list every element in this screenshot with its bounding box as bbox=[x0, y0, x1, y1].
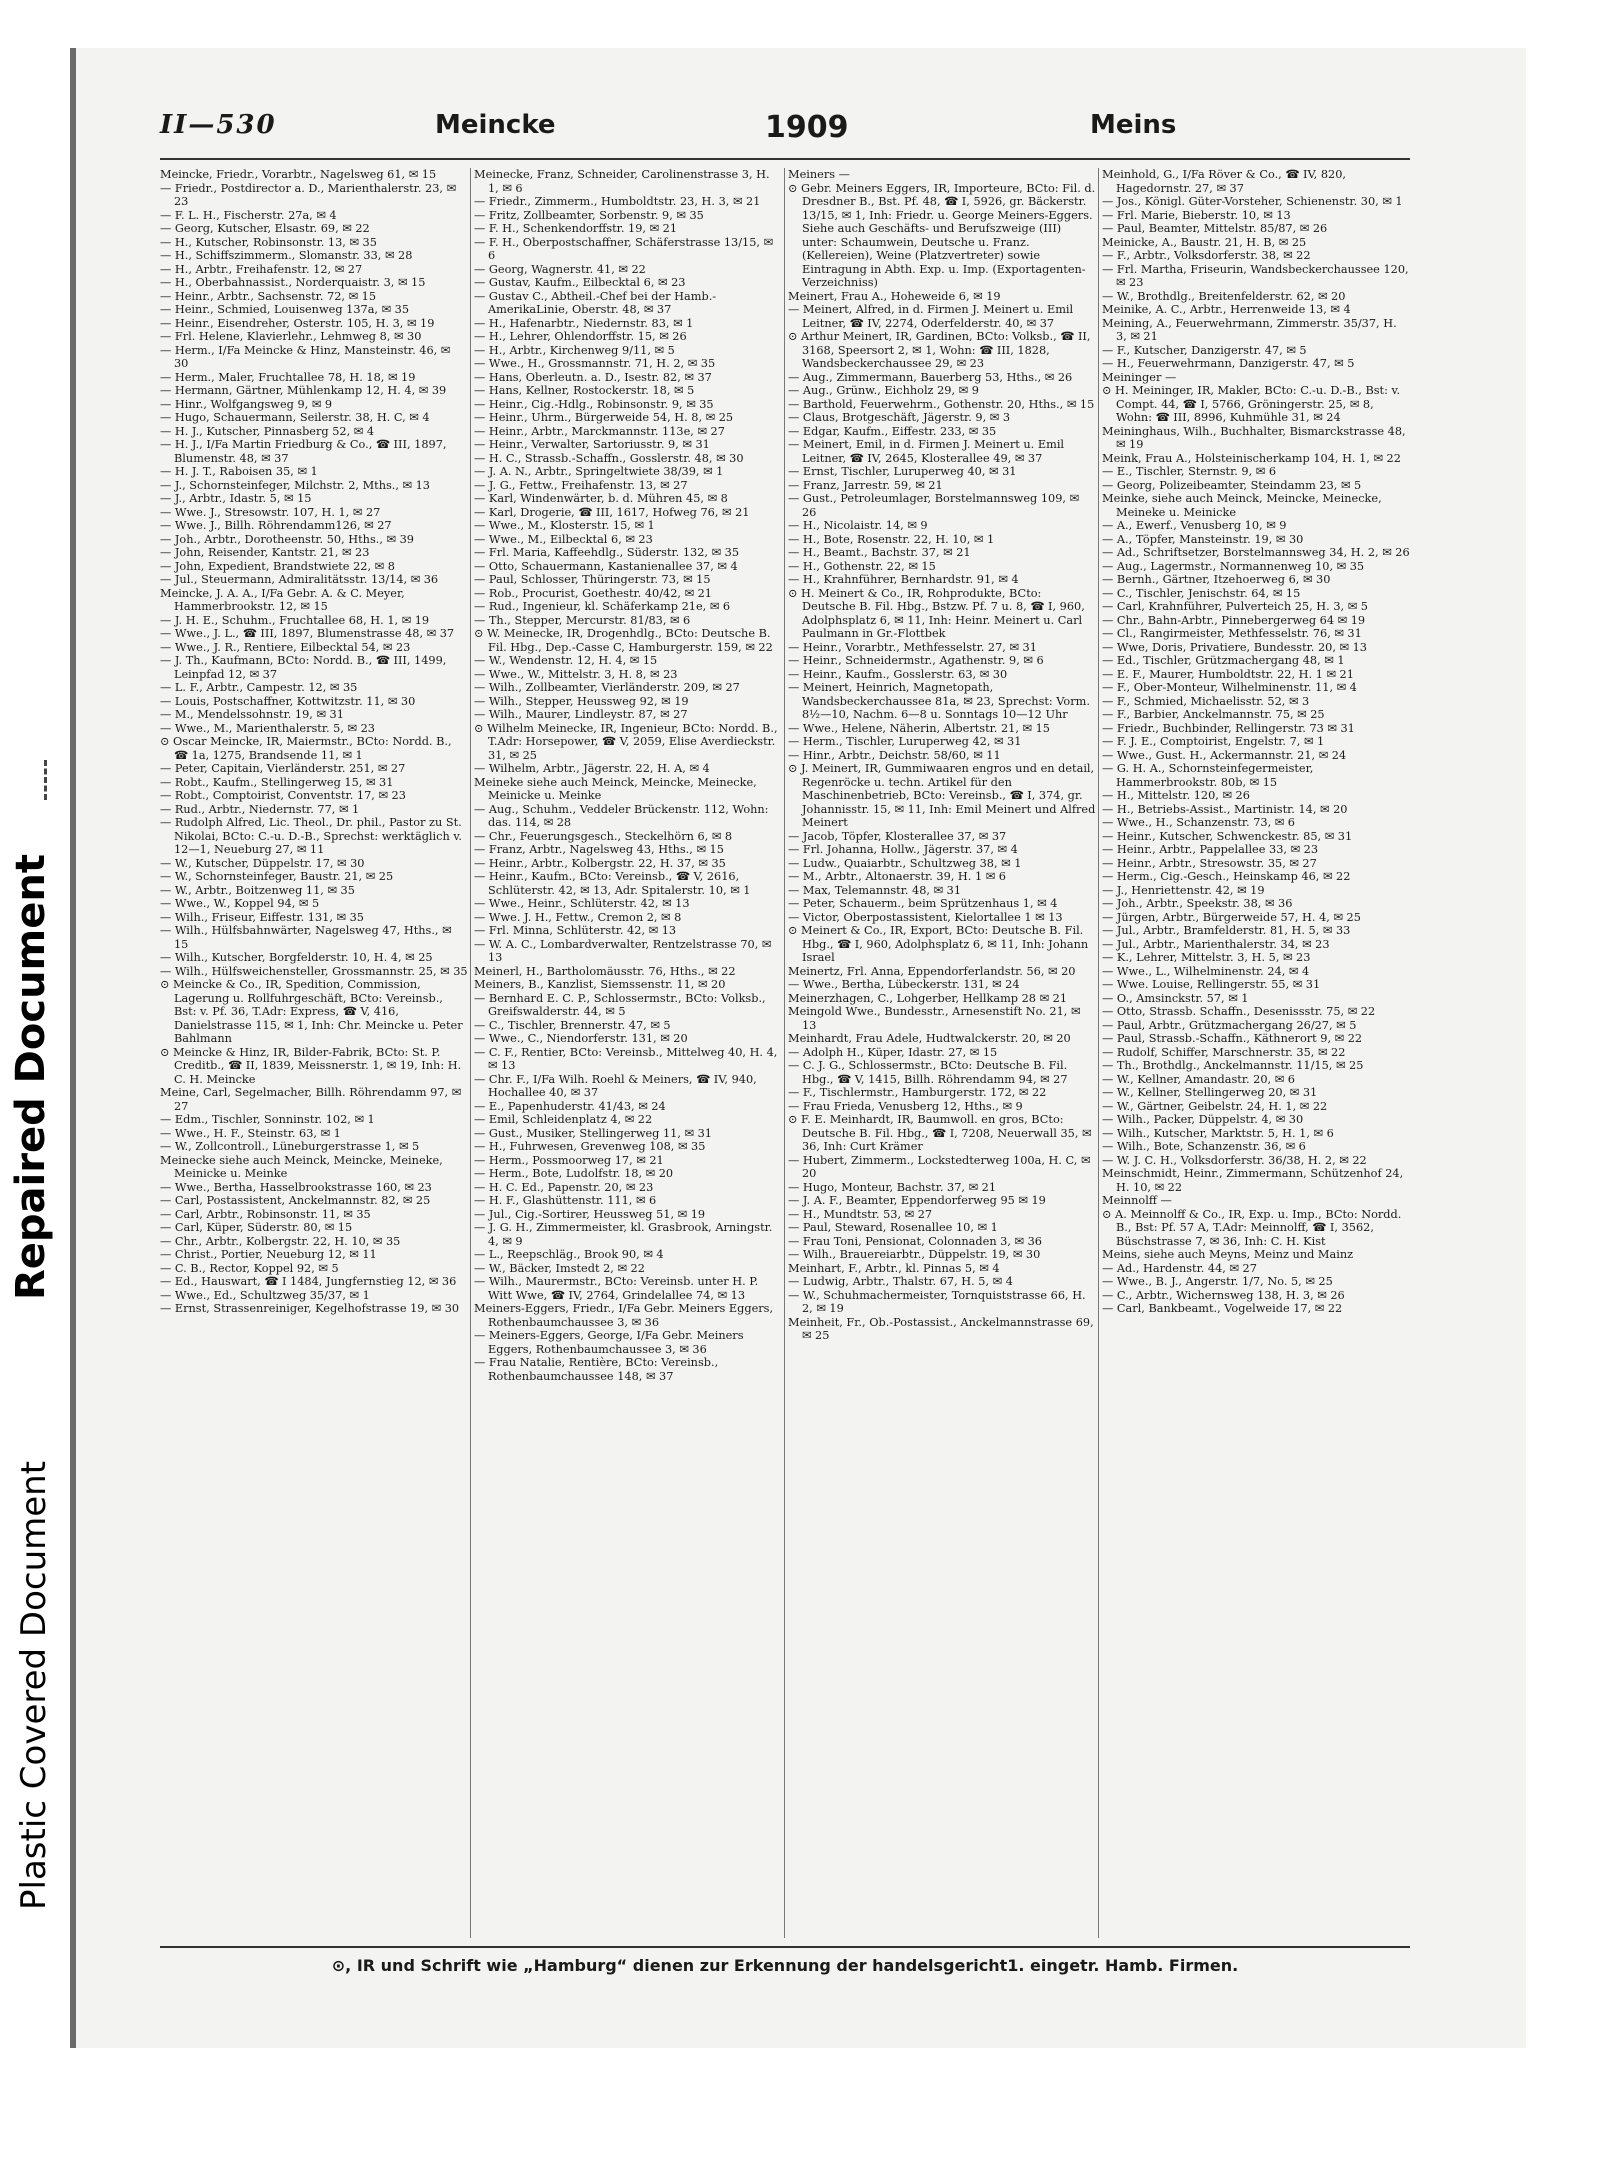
directory-entry: — Ludwig, Arbtr., Thalstr. 67, H. 5, ✉ 4 bbox=[788, 1275, 1013, 1288]
directory-entry: Meinertz, Frl. Anna, Eppendorferlandstr. 56, ✉ 20 bbox=[788, 964, 1076, 978]
directory-entry: ⊙ Meincke & Hinz, IR, Bilder-Fabrik, BCto: St. P. Creditb., ☎ II, 1839, Meissnerstr. 1, ✉ 19, Inh: H. C. H. Meincke bbox=[160, 1045, 462, 1086]
directory-entry: — C. J. G., Schlossermstr., BCto: Deutsche B. Fil. Hbg., ☎ V, 1415, Billh. Röhrendamm 94, ✉ 27 bbox=[788, 1059, 1068, 1086]
directory-entry: Meinerzhagen, C., Lohgerber, Hellkamp 28 ✉ 21 bbox=[788, 991, 1068, 1005]
directory-entry: — Joh., Arbtr., Dorotheenstr. 50, Hths., ✉ 39 bbox=[160, 532, 414, 546]
directory-entry: — Rud., Ingenieur, kl. Schäferkamp 21e, ✉ 6 bbox=[474, 600, 731, 613]
directory-entry: — Rudolph Alfred, Lic. Theol., Dr. phil., Pastor zu St. Nikolai, BCto: C.-u. D.-B., Sprechst: werktäglich v. 12—1, Neueburg 27, ✉ 11 bbox=[160, 816, 462, 856]
directory-entry: — Wwe. J., Stresowstr. 107, H. 1, ✉ 27 bbox=[160, 505, 381, 519]
directory-entry: — Wwe. J. H., Fettw., Cremon 2, ✉ 8 bbox=[474, 910, 682, 924]
directory-entry: — Herm., I/Fa Meincke & Hinz, Mansteinstr. 46, ✉ 30 bbox=[160, 343, 451, 370]
directory-entry: — Friedr., Zimmerm., Humboldtstr. 23, H. 3, ✉ 21 bbox=[474, 195, 761, 208]
directory-entry: — Hans, Kellner, Rostockerstr. 18, ✉ 5 bbox=[474, 384, 695, 397]
directory-entry: — Ernst, Strassenreiniger, Kegelhofstrasse 19, ✉ 30 bbox=[160, 1302, 460, 1315]
directory-entry: — W., Bäcker, Imstedt 2, ✉ 22 bbox=[474, 1261, 645, 1275]
directory-entry: — Adolph H., Küper, Idastr. 27, ✉ 15 bbox=[788, 1045, 998, 1059]
directory-entry: — Otto, Strassb. Schaffn., Desenissstr. 75, ✉ 22 bbox=[1102, 1005, 1376, 1018]
directory-entry: — W., Brothdlg., Breitenfelderstr. 62, ✉ 20 bbox=[1102, 289, 1346, 303]
directory-entry: — Aug., Zimmermann, Bauerberg 53, Hths., ✉ 26 bbox=[788, 370, 1073, 384]
directory-entry: — Otto, Schauermann, Kastanienallee 37, ✉ 4 bbox=[474, 559, 738, 573]
directory-entry: ⊙ J. Meinert, IR, Gummiwaaren engros und en detail, Regenröcke u. techn. Artikel für den Maschinenbetrieb, BCto: Vereinsb., ☎ I, 374, gr. Johannisstr. 15, ✉ 11, Inh: Emil Meinert und Alfred Meinert bbox=[788, 762, 1096, 829]
directory-entry: Meinerl, H., Bartholomäusstr. 76, Hths., ✉ 22 bbox=[474, 964, 736, 978]
directory-entry: ⊙ Meincke & Co., IR, Spedition, Commission, Lagerung u. Rollfuhrgeschäft, BCto: Vereinsb., Bst: v. Pf. 36, T.Adr: Express, ☎ V, 416, Danielstrasse 115, ✉ 1, Inh: Chr. Meincke u. Peter Bahlmann bbox=[160, 978, 463, 1045]
directory-entry: — G. H. A., Schornsteinfegermeister, Hammerbrookstr. 80b, ✉ 15 bbox=[1102, 762, 1314, 789]
directory-entry: — O., Amsinckstr. 57, ✉ 1 bbox=[1102, 991, 1249, 1005]
directory-entry: — Barthold, Feuerwehrm., Gothenstr. 20, Hths., ✉ 15 bbox=[788, 397, 1095, 411]
directory-entry: — Heinr., Cig.-Hdlg., Robinsonstr. 9, ✉ 35 bbox=[474, 397, 714, 411]
directory-entry: — Gust., Musiker, Stellingerweg 11, ✉ 31 bbox=[474, 1126, 712, 1140]
directory-entry: Meinhold, G., I/Fa Röver & Co., ☎ IV, 820, Hagedornstr. 27, ✉ 37 bbox=[1102, 168, 1346, 195]
directory-entry: — M., Mendelssohnstr. 19, ✉ 31 bbox=[160, 708, 344, 721]
directory-entry: Meincke, J. A. A., I/Fa Gebr. A. & C. Meyer, Hammerbrookstr. 12, ✉ 15 bbox=[160, 586, 405, 613]
directory-entry: Meinike, A. C., Arbtr., Herrenweide 13, ✉ 4 bbox=[1102, 303, 1351, 316]
directory-entry: — Meinert, Emil, in d. Firmen J. Meinert u. Emil Leitner, ☎ IV, 2645, Klosterallee 49, ✉ 37 bbox=[788, 438, 1065, 465]
directory-entry: ⊙ W. Meinecke, IR, Drogenhdlg., BCto: Deutsche B. Fil. Hbg., Dep.-Casse C, Hamburgerstr. 159, ✉ 22 bbox=[474, 627, 773, 654]
directory-entry: — Frl. Marie, Bieberstr. 10, ✉ 13 bbox=[1102, 208, 1291, 222]
directory-entry: — J., Arbtr., Idastr. 5, ✉ 15 bbox=[160, 492, 312, 505]
directory-entry: — Frl. Maria, Kaffeehdlg., Süderstr. 132, ✉ 35 bbox=[474, 546, 740, 559]
repaired-label: Repaired Document bbox=[8, 854, 54, 1300]
directory-entry: — H. J., Kutscher, Pinnasberg 52, ✉ 4 bbox=[160, 424, 375, 438]
directory-entry: — Robt., Comptoirist, Conventstr. 17, ✉ 23 bbox=[160, 789, 406, 802]
directory-entry: — Jos., Königl. Güter-Vorsteher, Schienenstr. 30, ✉ 1 bbox=[1102, 195, 1403, 208]
directory-entry: — Th., Stepper, Mercurstr. 81/83, ✉ 6 bbox=[474, 613, 691, 627]
directory-entry: — Wwe., Gust. H., Ackermannstr. 21, ✉ 24 bbox=[1102, 748, 1347, 762]
plastic-covered-label: Plastic Covered Document bbox=[14, 1460, 54, 1910]
directory-entry: — Rob., Procurist, Goethestr. 40/42, ✉ 21 bbox=[474, 586, 712, 600]
directory-entry: Meingold Wwe., Bundesstr., Arnesenstift No. 21, ✉ 13 bbox=[788, 1005, 1081, 1032]
directory-entry: — Peter, Schauerm., beim Sprützenhaus 1, ✉ 4 bbox=[788, 897, 1058, 910]
directory-entry: — Wilh., Maurer, Lindleystr. 87, ✉ 27 bbox=[474, 708, 688, 721]
directory-entry: — Aug., Lagermstr., Normannenweg 10, ✉ 35 bbox=[1102, 559, 1365, 573]
directory-entry: Meinhardt, Frau Adele, Hudtwalckerstr. 20, ✉ 20 bbox=[788, 1032, 1071, 1045]
directory-entry: — Frl. Helene, Klavierlehr., Lehmweg 8, ✉ 30 bbox=[160, 330, 422, 343]
directory-entry: — W., Schornsteinfeger, Baustr. 21, ✉ 25 bbox=[160, 870, 394, 883]
side-labels bbox=[0, 760, 70, 1910]
directory-entry: — Chr., Bahn-Arbtr., Pinnebergerweg 64 ✉ 19 bbox=[1102, 613, 1366, 627]
directory-entry: — Wwe., Bertha, Hasselbrookstrasse 160, ✉ 23 bbox=[160, 1180, 432, 1194]
directory-entry: — Peter, Capitain, Vierländerstr. 251, ✉ 27 bbox=[160, 762, 406, 775]
directory-entry: — Claus, Brotgeschäft, Jägerstr. 9, ✉ 3 bbox=[788, 411, 1011, 424]
directory-entry: — Jul., Arbtr., Marienthalerstr. 34, ✉ 23 bbox=[1102, 937, 1330, 951]
directory-entry: Meinke, siehe auch Meinck, Meincke, Meinecke, Meineke u. Meinicke bbox=[1102, 492, 1382, 519]
directory-entry: — K., Lehrer, Mittelstr. 3, H. 5, ✉ 23 bbox=[1102, 951, 1311, 964]
directory-entry: — Joh., Arbtr., Speekstr. 38, ✉ 36 bbox=[1102, 897, 1293, 910]
directory-entry: — W., Kellner, Amandastr. 20, ✉ 6 bbox=[1102, 1072, 1295, 1086]
directory-entry: — Frau Toni, Pensionat, Colonnaden 3, ✉ 36 bbox=[788, 1234, 1042, 1248]
directory-entry: — Frau Natalie, Rentière, BCto: Vereinsb., Rothenbaumchaussee 148, ✉ 37 bbox=[474, 1356, 719, 1383]
directory-entry: — Georg, Wagnerstr. 41, ✉ 22 bbox=[474, 262, 646, 276]
directory-entry: — J. G., Fettw., Freihafenstr. 13, ✉ 27 bbox=[474, 478, 688, 492]
directory-entry: — Wwe., H., Schanzenstr. 73, ✉ 6 bbox=[1102, 816, 1295, 829]
directory-entry: — F., Barbier, Anckelmannstr. 75, ✉ 25 bbox=[1102, 708, 1325, 721]
directory-entry: — Wwe., H., Grossmannstr. 71, H. 2, ✉ 35 bbox=[474, 357, 716, 370]
directory-entry: Meincke, Friedr., Vorarbtr., Nagelsweg 61, ✉ 15 bbox=[160, 168, 437, 181]
directory-entry: — H. J., I/Fa Martin Friedburg & Co., ☎ III, 1897, Blumenstr. 48, ✉ 37 bbox=[160, 438, 447, 465]
directory-entry: Meinnolff — bbox=[1102, 1194, 1172, 1207]
directory-entry: — H. C., Strassb.-Schaffn., Gosslerstr. 48, ✉ 30 bbox=[474, 451, 744, 465]
directory-entry: Meiners, B., Kanzlist, Siemssenstr. 11, ✉ 20 bbox=[474, 978, 726, 991]
directory-entry: — Wilh., Kutscher, Marktstr. 5, H. 1, ✉ 6 bbox=[1102, 1126, 1334, 1140]
directory-entry: — Chr., Arbtr., Kolbergstr. 22, H. 10, ✉ 35 bbox=[160, 1234, 401, 1248]
directory-entry: — Paul, Schlosser, Thüringerstr. 73, ✉ 15 bbox=[474, 573, 711, 586]
directory-entry: — F., Ober-Monteur, Wilhelminenstr. 11, ✉ 4 bbox=[1102, 681, 1357, 694]
directory-entry: — Heinr., Arbtr., Stresowstr. 35, ✉ 27 bbox=[1102, 856, 1317, 870]
directory-entry: — Ernst, Tischler, Luruperweg 40, ✉ 31 bbox=[788, 465, 1017, 478]
directory-entry: — Fritz, Zollbeamter, Sorbenstr. 9, ✉ 35 bbox=[474, 208, 704, 222]
directory-entry: — Meinert, Alfred, in d. Firmen J. Meinert u. Emil Leitner, ☎ IV, 2274, Oderfelderstr. 40, ✉ 37 bbox=[788, 303, 1074, 330]
directory-entry: — H., Betriebs-Assist., Martinistr. 14, ✉ 20 bbox=[1102, 802, 1348, 816]
directory-entry: — H., Nicolaistr. 14, ✉ 9 bbox=[788, 519, 928, 532]
directory-entry: — Wwe., Helene, Näherin, Albertstr. 21, ✉ 15 bbox=[788, 721, 1050, 735]
directory-entry: — Robt., Kaufm., Stellingerweg 15, ✉ 31 bbox=[160, 775, 394, 789]
directory-entry: Meining, A., Feuerwehrmann, Zimmerstr. 35/37, H. 3, ✉ 21 bbox=[1102, 316, 1397, 343]
directory-entry: — Heinr., Kutscher, Schwenckestr. 85, ✉ 31 bbox=[1102, 829, 1353, 843]
directory-entry: — H. C. Ed., Papenstr. 20, ✉ 23 bbox=[474, 1180, 654, 1194]
directory-entry: — Wilh., Maurermstr., BCto: Vereinsb. unter H. P. Witt Wwe, ☎ IV, 2764, Grindelallee 74, ✉ 13 bbox=[474, 1275, 759, 1302]
directory-entry: — L. F., Arbtr., Campestr. 12, ✉ 35 bbox=[160, 681, 358, 694]
directory-entry: — Max, Telemannstr. 48, ✉ 31 bbox=[788, 883, 962, 897]
directory-entry: — Wwe., J. R., Rentiere, Eilbecktal 54, ✉ 23 bbox=[160, 640, 411, 654]
directory-entry: — Ad., Hardenstr. 44, ✉ 27 bbox=[1102, 1261, 1257, 1275]
directory-entry: — W., Schuhmachermeister, Tornquiststrasse 66, H. 2, ✉ 19 bbox=[788, 1288, 1086, 1315]
directory-entry: — H., Beamt., Bachstr. 37, ✉ 21 bbox=[788, 546, 971, 559]
directory-entry: — F., Arbtr., Volksdorferstr. 38, ✉ 22 bbox=[1102, 249, 1311, 262]
directory-entry: — Gustav C., Abtheil.-Chef bei der Hamb.-AmerikaLinie, Oberstr. 48, ✉ 37 bbox=[474, 289, 717, 316]
directory-entry: — A., Ewerf., Venusberg 10, ✉ 9 bbox=[1102, 519, 1287, 532]
directory-entry: — Georg, Polizeibeamter, Steindamm 23, ✉ 5 bbox=[1102, 478, 1362, 492]
directory-entry: — Paul, Steward, Rosenallee 10, ✉ 1 bbox=[788, 1221, 998, 1234]
directory-entry: — Heinr., Arbtr., Marckmannstr. 113e, ✉ 27 bbox=[474, 424, 725, 438]
directory-entry: — H., Arbtr., Freihafenstr. 12, ✉ 27 bbox=[160, 262, 363, 276]
directory-entry: — F., Schmied, Michaelisstr. 52, ✉ 3 bbox=[1102, 694, 1310, 708]
directory-entry: ⊙ Meinert & Co., IR, Export, BCto: Deutsche B. Fil. Hbg., ☎ I, 960, Adolphsplatz 6, ✉ 11, Inh: Johann Israel bbox=[788, 924, 1089, 964]
directory-entry: — Heinr., Verwalter, Sartoriusstr. 9, ✉ 31 bbox=[474, 438, 710, 451]
directory-entry: Meinecke siehe auch Meinck, Meincke, Meineke, Meinicke u. Meinke bbox=[160, 1153, 443, 1180]
directory-entry: — Louis, Postschaffner, Kottwitzstr. 11, ✉ 30 bbox=[160, 694, 416, 708]
directory-entry: — Paul, Arbtr., Grützmachergang 26/27, ✉ 5 bbox=[1102, 1018, 1357, 1032]
directory-entry: — Wilh., Packer, Düppelstr. 4, ✉ 30 bbox=[1102, 1113, 1304, 1126]
directory-entry: — Edgar, Kaufm., Eiffestr. 233, ✉ 35 bbox=[788, 424, 997, 438]
directory-entry: — Victor, Oberpostassistent, Kielortallee 1 ✉ 13 bbox=[788, 910, 1063, 924]
directory-entry: — H., Mittelstr. 120, ✉ 26 bbox=[1102, 789, 1250, 802]
directory-entry: — W., Kellner, Stellingerweg 20, ✉ 31 bbox=[1102, 1086, 1318, 1099]
page-footer: ⊙, IR und Schrift wie „Hamburg“ dienen zur Erkennung der handelsgericht1. eingetr. Hamb. Firmen. bbox=[331, 1956, 1239, 1975]
directory-entry: — W. J. C. H., Volksdorferstr. 36/38, H. 2, ✉ 22 bbox=[1102, 1153, 1367, 1167]
directory-entry: — John, Reisender, Kantstr. 21, ✉ 23 bbox=[160, 546, 370, 559]
directory-entry: — Jul., Cig.-Sortirer, Heussweg 51, ✉ 19 bbox=[474, 1207, 706, 1221]
directory-entry: — J. H. E., Schuhm., Fruchtallee 68, H. 1, ✉ 19 bbox=[160, 613, 430, 627]
directory-entry: — Wwe. J., Billh. Röhrendamm126, ✉ 27 bbox=[160, 519, 392, 532]
directory-entry: — Wwe., Heinr., Schlüterstr. 42, ✉ 13 bbox=[474, 897, 690, 910]
directory-entry: — E. F., Maurer, Humboldtstr. 22, H. 1 ✉ 21 bbox=[1102, 667, 1354, 681]
directory-entry: — Th., Brothdlg., Anckelmannstr. 11/15, ✉ 25 bbox=[1102, 1059, 1364, 1072]
directory-entry: — Jürgen, Arbtr., Bürgerweide 57, H. 4, ✉ 25 bbox=[1102, 910, 1361, 924]
directory-entry: — Bernhard E. C. P., Schlossermstr., BCto: Volksb., Greifswalderstr. 44, ✉ 5 bbox=[474, 991, 766, 1018]
directory-entry: Meiners-Eggers, Friedr., I/Fa Gebr. Meiners Eggers, Rothenbaumchaussee 3, ✉ 36 bbox=[474, 1302, 774, 1329]
directory-entry: — Heinr., Schmied, Louisenweg 137a, ✉ 35 bbox=[160, 303, 410, 316]
directory-entry: — John, Expedient, Brandstwiete 22, ✉ 8 bbox=[160, 559, 395, 573]
directory-entry: — F. H., Oberpostschaffner, Schäferstrasse 13/15, ✉ 6 bbox=[474, 235, 774, 262]
directory-entry: Meinicke, A., Baustr. 21, H. B, ✉ 25 bbox=[1102, 235, 1307, 249]
directory-entry: — Wilh., Kutscher, Borgfelderstr. 10, H. 4, ✉ 25 bbox=[160, 951, 433, 964]
directory-entry: Meinschmidt, Heinr., Zimmermann, Schützenhof 24, H. 10, ✉ 22 bbox=[1102, 1167, 1404, 1194]
directory-entry: — H., Lehrer, Ohlendorffstr. 15, ✉ 26 bbox=[474, 330, 687, 343]
directory-entry: — Paul, Beamter, Mittelstr. 85/87, ✉ 26 bbox=[1102, 222, 1328, 235]
directory-entry: — F. J. E., Comptoirist, Engelstr. 7, ✉ 1 bbox=[1102, 735, 1325, 748]
directory-entry: — Heinr., Schneidermstr., Agathenstr. 9, ✉ 6 bbox=[788, 654, 1044, 667]
directory-entry: Meinheit, Fr., Ob.-Postassist., Anckelmannstrasse 69, ✉ 25 bbox=[788, 1315, 1094, 1342]
directory-entry: — H., Mundtstr. 53, ✉ 27 bbox=[788, 1207, 933, 1221]
directory-entry: Meininger — bbox=[1102, 370, 1177, 384]
directory-entry: — E., Tischler, Sternstr. 9, ✉ 6 bbox=[1102, 465, 1277, 478]
directory-entry: — M., Arbtr., Altonaerstr. 39, H. 1 ✉ 6 bbox=[788, 870, 1006, 883]
directory-entry: — Heinr., Arbtr., Kolbergstr. 22, H. 37, ✉ 35 bbox=[474, 856, 726, 870]
directory-entry: — Wwe, Doris, Privatiere, Bundesstr. 20, ✉ 13 bbox=[1102, 640, 1367, 654]
directory-entry: — Hugo, Schauermann, Seilerstr. 38, H. C, ✉ 4 bbox=[160, 411, 430, 424]
header-rule bbox=[160, 158, 1410, 160]
directory-entry: — W., Kutscher, Düppelstr. 17, ✉ 30 bbox=[160, 856, 365, 870]
directory-entry: — H., Feuerwehrmann, Danzigerstr. 47, ✉ 5 bbox=[1102, 357, 1355, 370]
directory-entry: Meiners — bbox=[788, 168, 850, 181]
directory-entry: — W., Gärtner, Geibelstr. 24, H. 1, ✉ 22 bbox=[1102, 1099, 1328, 1113]
header-year: 1909 bbox=[765, 110, 849, 145]
directory-entry: ⊙ Oscar Meincke, IR, Maiermstr., BCto: Nordd. B., ☎ 1a, 1275, Brandsende 11, ✉ 1 bbox=[160, 735, 452, 762]
directory-entry: — Christ., Portier, Neueburg 12, ✉ 11 bbox=[160, 1248, 377, 1261]
directory-entry: — Wwe., M., Eilbecktal 6, ✉ 23 bbox=[474, 532, 653, 546]
directory-entry: — J., Schornsteinfeger, Milchstr. 2, Mths., ✉ 13 bbox=[160, 478, 430, 492]
directory-entry: — Hinr., Arbtr., Deichstr. 58/60, ✉ 11 bbox=[788, 748, 1001, 762]
directory-entry: — Carl, Küper, Süderstr. 80, ✉ 15 bbox=[160, 1221, 353, 1234]
directory-entry: — Herm., Tischler, Luruperweg 42, ✉ 31 bbox=[788, 735, 1022, 748]
directory-entry: — W. A. C., Lombardverwalter, Rentzelstrasse 70, ✉ 13 bbox=[474, 937, 772, 964]
directory-entry: Meinhart, F., Arbtr., kl. Pinnas 5, ✉ 4 bbox=[788, 1261, 1000, 1275]
directory-entry: — W., Arbtr., Boitzenweg 11, ✉ 35 bbox=[160, 883, 355, 897]
directory-entry: Meine, Carl, Segelmacher, Billh. Röhrendamm 97, ✉ 27 bbox=[160, 1086, 462, 1113]
directory-entry: — H., Gothenstr. 22, ✉ 15 bbox=[788, 559, 936, 573]
directory-entry: — Heinr., Kaufm., Gosslerstr. 63, ✉ 30 bbox=[788, 667, 1008, 681]
directory-entry: — Rudolf, Schiffer, Marschnerstr. 35, ✉ 22 bbox=[1102, 1045, 1346, 1059]
directory-entry: ⊙ A. Meinnolff & Co., IR, Exp. u. Imp., BCto: Nordd. B., Bst: Pf. 57 A, T.Adr: Meinnolff, ☎ I, 3562, Büschstrasse 7, ✉ 36, Inh: C. H. Kist bbox=[1102, 1207, 1402, 1248]
directory-entry: — Wwe., C., Niendorferstr. 131, ✉ 20 bbox=[474, 1032, 688, 1045]
footer-rule bbox=[160, 1946, 1410, 1948]
directory-entry: — C. F., Rentier, BCto: Vereinsb., Mittelweg 40, H. 4, ✉ 13 bbox=[474, 1045, 778, 1072]
directory-entry: Meininghaus, Wilh., Buchhalter, Bismarckstrasse 48, ✉ 19 bbox=[1102, 424, 1406, 451]
directory-entry: — H., Bote, Rosenstr. 22, H. 10, ✉ 1 bbox=[788, 532, 995, 546]
page-number: II—530 bbox=[160, 110, 277, 140]
directory-entry: — Wwe., Bertha, Lübeckerstr. 131, ✉ 24 bbox=[788, 978, 1020, 991]
directory-entry: — H., Hafenarbtr., Niedernstr. 83, ✉ 1 bbox=[474, 316, 694, 330]
column-2 bbox=[474, 168, 782, 1938]
directory-entry: — F. H., Schenkendorffstr. 19, ✉ 21 bbox=[474, 222, 678, 235]
column-4 bbox=[1102, 168, 1410, 1938]
directory-entry: — Frl. Minna, Schlüterstr. 42, ✉ 13 bbox=[474, 924, 677, 937]
directory-entry: — Wilh., Zollbeamter, Vierländerstr. 209, ✉ 27 bbox=[474, 681, 740, 694]
column-divider bbox=[470, 168, 471, 1938]
directory-entry: — Bernh., Gärtner, Itzehoerweg 6, ✉ 30 bbox=[1102, 573, 1331, 586]
directory-entry: — J. A. N., Arbtr., Springeltwiete 38/39, ✉ 1 bbox=[474, 465, 724, 478]
directory-entry: — H., Krahnführer, Bernhardstr. 91, ✉ 4 bbox=[788, 573, 1019, 586]
column-divider bbox=[1098, 168, 1099, 1938]
directory-entry: — Wwe., M., Marienthalerstr. 5, ✉ 23 bbox=[160, 721, 375, 735]
directory-entry: — H., Fuhrwesen, Grevenweg 108, ✉ 35 bbox=[474, 1140, 706, 1153]
directory-entry: — Heinr., Uhrm., Bürgerweide 54, H. 8, ✉ 25 bbox=[474, 411, 734, 424]
directory-entry: — Chr. F., I/Fa Wilh. Roehl & Meiners, ☎ IV, 940, Hochallee 40, ✉ 37 bbox=[474, 1072, 757, 1099]
dash-marks bbox=[44, 760, 51, 800]
directory-entry: — Friedr., Buchbinder, Rellingerstr. 73 ✉ 31 bbox=[1102, 721, 1355, 735]
directory-entry: — Carl, Postassistent, Anckelmannstr. 82, ✉ 25 bbox=[160, 1194, 431, 1207]
directory-entry: — Wilh., Hülfsweichensteller, Grossmannstr. 25, ✉ 35 bbox=[160, 964, 468, 978]
directory-entry: — Hans, Oberleutn. a. D., Isestr. 82, ✉ 37 bbox=[474, 370, 712, 384]
directory-entry: — Wilhelm, Arbtr., Jägerstr. 22, H. A, ✉ 4 bbox=[474, 762, 710, 775]
page-header bbox=[160, 110, 1410, 150]
directory-entry: — Franz, Arbtr., Nagelsweg 43, Hths., ✉ 15 bbox=[474, 843, 724, 856]
directory-entry: — J. G. H., Zimmermeister, kl. Grasbrook, Arningstr. 4, ✉ 9 bbox=[474, 1221, 773, 1248]
directory-entry: — Wwe., Ed., Schultzweg 35/37, ✉ 1 bbox=[160, 1288, 370, 1302]
directory-entry: ⊙ Gebr. Meiners Eggers, IR, Importeure, BCto: Fil. d. Dresdner B., Bst. Pf. 48, ☎ I, 5926, gr. Bäckerstr. 13/15, ✉ 1, Inh: Friedr. u. George Meiners-Eggers. Siehe auch Geschäfts- und Berufszweige (III) unter: Schaumwein, Deutsche u. Franz. (Kellereien), Weine (Platzvertreter) sowie Eintragung in Abth. Exp. u. Imp. (Exportagenten-Verzeichniss) bbox=[788, 181, 1096, 289]
directory-entry: — Wwe., B. J., Angerstr. 1/7, No. 5, ✉ 25 bbox=[1102, 1275, 1333, 1288]
directory-entry: — Frl. Johanna, Hollw., Jägerstr. 37, ✉ 4 bbox=[788, 843, 1018, 856]
directory-entry: — E., Papenhuderstr. 41/43, ✉ 24 bbox=[474, 1099, 666, 1113]
directory-entry: — Ludw., Quaiarbtr., Schultzweg 38, ✉ 1 bbox=[788, 856, 1022, 870]
directory-entry: — Wwe., M., Klosterstr. 15, ✉ 1 bbox=[474, 519, 655, 532]
column-1 bbox=[160, 168, 468, 1938]
directory-entry: — H. J. T., Raboisen 35, ✉ 1 bbox=[160, 465, 318, 478]
directory-entry: — Aug., Grünw., Eichholz 29, ✉ 9 bbox=[788, 384, 979, 397]
directory-entry: — Herm., Bote, Ludolfstr. 18, ✉ 20 bbox=[474, 1167, 674, 1180]
directory-entry: — Heinr., Arbtr., Sachsenstr. 72, ✉ 15 bbox=[160, 289, 377, 303]
directory-entry: — Carl, Krahnführer, Pulverteich 25, H. 3, ✉ 5 bbox=[1102, 600, 1368, 613]
directory-entry: ⊙ H. Meininger, IR, Makler, BCto: C.-u. D.-B., Bst: v. Compt. 44, ☎ I, 5766, Gröningerstr. 25, ✉ 8, Wohn: ☎ III, 8996, Kuhmühle 31, ✉ 24 bbox=[1102, 384, 1401, 424]
directory-entry: — H., Schiffszimmerm., Slomanstr. 33, ✉ 28 bbox=[160, 249, 413, 262]
directory-entry: Meins, siehe auch Meyns, Meinz und Mainz bbox=[1102, 1248, 1354, 1261]
directory-entry: — Georg, Kutscher, Elsastr. 69, ✉ 22 bbox=[160, 222, 370, 235]
directory-entry: — Gustav, Kaufm., Eilbecktal 6, ✉ 23 bbox=[474, 276, 686, 289]
directory-entry: — C., Arbtr., Wichernsweg 138, H. 3, ✉ 26 bbox=[1102, 1288, 1345, 1302]
directory-entry: — W., Zollcontroll., Lüneburgerstrasse 1, ✉ 5 bbox=[160, 1140, 420, 1153]
directory-entry: — Franz, Jarrestr. 59, ✉ 21 bbox=[788, 478, 943, 492]
directory-entry: Meineke siehe auch Meinck, Meincke, Meinecke, Meinicke u. Meinke bbox=[474, 775, 757, 802]
header-right-word: Meins bbox=[1090, 110, 1177, 140]
directory-entry: ⊙ H. Meinert & Co., IR, Rohprodukte, BCto: Deutsche B. Fil. Hbg., Bstzw. Pf. 7 u. 8, ☎ I, 960, Adolphsplatz 6, ✉ 11, Inh: Heinr. Meinert u. Carl Paulmann in Gr.-Flottbek bbox=[788, 586, 1085, 640]
column-3 bbox=[788, 168, 1096, 1938]
directory-entry: — Karl, Drogerie, ☎ III, 1617, Hofweg 76, ✉ 21 bbox=[474, 505, 750, 519]
directory-entry: ⊙ Arthur Meinert, IR, Gardinen, BCto: Volksb., ☎ II, 3168, Speersort 2, ✉ 1, Wohn: ☎ III, 1828, Wandsbeckerchaussee 29, ✉ 23 bbox=[788, 330, 1091, 370]
directory-entry: — Wwe., H. F., Steinstr. 63, ✉ 1 bbox=[160, 1126, 341, 1140]
directory-entry: — Aug., Schuhm., Veddeler Brückenstr. 112, Wohn: das. 114, ✉ 28 bbox=[474, 802, 769, 829]
directory-entry: — W., Wendenstr. 12, H. 4, ✉ 15 bbox=[474, 654, 658, 667]
directory-entry: — Rud., Arbtr., Niedernstr. 77, ✉ 1 bbox=[160, 802, 360, 816]
directory-entry: — Frau Frieda, Venusberg 12, Hths., ✉ 9 bbox=[788, 1099, 1023, 1113]
directory-entry: — Heinr., Vorarbtr., Methfesselstr. 27, ✉ 31 bbox=[788, 640, 1037, 654]
directory-entry: — Gust., Petroleumlager, Borstelmannsweg 109, ✉ 26 bbox=[788, 492, 1080, 519]
header-left-word: Meincke bbox=[435, 110, 556, 140]
directory-entry: — Wilh., Bote, Schanzenstr. 36, ✉ 6 bbox=[1102, 1140, 1306, 1153]
directory-entry: — Wwe., L., Wilhelminenstr. 24, ✉ 4 bbox=[1102, 964, 1310, 978]
directory-entry: — Wwe., J. L., ☎ III, 1897, Blumenstrasse 48, ✉ 37 bbox=[160, 627, 455, 640]
directory-entry: — Herm., Cig.-Gesch., Heinskamp 46, ✉ 22 bbox=[1102, 870, 1351, 883]
directory-entry: — Heinr., Kaufm., BCto: Vereinsb., ☎ V, 2616, Schlüterstr. 42, ✉ 13, Adr. Spitalerstr. 10, ✉ 1 bbox=[474, 870, 751, 897]
directory-entry: — C., Tischler, Jenischstr. 64, ✉ 15 bbox=[1102, 586, 1301, 600]
directory-entry: — Ed., Hauswart, ☎ I 1484, Jungfernstieg 12, ✉ 36 bbox=[160, 1275, 457, 1288]
directory-entry: — Wilh., Stepper, Heussweg 92, ✉ 19 bbox=[474, 694, 689, 708]
directory-entry: — J. Th., Kaufmann, BCto: Nordd. B., ☎ III, 1499, Leinpfad 12, ✉ 37 bbox=[160, 654, 447, 681]
directory-entry: — F., Tischlermstr., Hamburgerstr. 172, ✉ 22 bbox=[788, 1086, 1047, 1099]
directory-entry: — Chr., Feuerungsgesch., Steckelhörn 6, ✉ 8 bbox=[474, 829, 733, 843]
directory-entry: — Paul, Strassb.-Schaffn., Käthnerort 9, ✉ 22 bbox=[1102, 1032, 1363, 1045]
directory-entry: — Frl. Martha, Friseurin, Wandsbeckerchaussee 120, ✉ 23 bbox=[1102, 262, 1409, 289]
directory-entry: — Wwe., W., Mittelstr. 3, H. 8, ✉ 23 bbox=[474, 667, 678, 681]
directory-entry: — Cl., Rangirmeister, Methfesselstr. 76, ✉ 31 bbox=[1102, 627, 1362, 640]
directory-entry: — Hermann, Gärtner, Mühlenkamp 12, H. 4, ✉ 39 bbox=[160, 384, 447, 397]
directory-entry: Meink, Frau A., Holsteinischerkamp 104, H. 1, ✉ 22 bbox=[1102, 451, 1401, 465]
directory-entry: — Friedr., Postdirector a. D., Marienthalerstr. 23, ✉ 23 bbox=[160, 181, 457, 208]
directory-entry: — Jul., Arbtr., Bramfelderstr. 81, H. 5, ✉ 33 bbox=[1102, 924, 1351, 937]
directory-entry: — Wilh., Friseur, Eiffestr. 131, ✉ 35 bbox=[160, 910, 364, 924]
directory-entry: — H. F., Glashüttenstr. 111, ✉ 6 bbox=[474, 1194, 657, 1207]
directory-entry: — Meinert, Heinrich, Magnetopath, Wandsbeckerchaussee 81a, ✉ 23, Sprechst: Vorm. 8½—10, Nachm. 6—8 u. Sonntags 10—12 Uhr bbox=[788, 681, 1090, 721]
directory-entry: — Jacob, Töpfer, Klosterallee 37, ✉ 37 bbox=[788, 829, 1007, 843]
directory-entry: — Carl, Bankbeamt., Vogelweide 17, ✉ 22 bbox=[1102, 1302, 1343, 1315]
directory-entry: — J. A. F., Beamter, Eppendorferweg 95 ✉ 19 bbox=[788, 1194, 1046, 1207]
directory-entry: Meinecke, Franz, Schneider, Carolinenstrasse 3, H. 1, ✉ 6 bbox=[474, 168, 770, 195]
directory-entry: — H., Oberbahnassist., Norderquaistr. 3, ✉ 15 bbox=[160, 276, 426, 289]
directory-entry: — Hugo, Monteur, Bachstr. 37, ✉ 21 bbox=[788, 1180, 997, 1194]
directory-entry: — Heinr., Arbtr., Pappelallee 33, ✉ 23 bbox=[1102, 843, 1319, 856]
directory-entry: — Herm., Maler, Fruchtallee 78, H. 18, ✉ 19 bbox=[160, 370, 416, 384]
directory-entry: — L., Reepschläg., Brook 90, ✉ 4 bbox=[474, 1248, 664, 1261]
directory-entry: — Ad., Schriftsetzer, Borstelmannsweg 34, H. 2, ✉ 26 bbox=[1102, 546, 1410, 559]
directory-entry: — Carl, Arbtr., Robinsonstr. 11, ✉ 35 bbox=[160, 1207, 371, 1221]
directory-entry: — F., Kutscher, Danzigerstr. 47, ✉ 5 bbox=[1102, 343, 1307, 357]
directory-entry: — Emil, Schleidenplatz 4, ✉ 22 bbox=[474, 1113, 653, 1126]
directory-entry: — Jul., Steuermann, Admiralitätsstr. 13/14, ✉ 36 bbox=[160, 573, 439, 586]
directory-entry: — Karl, Windenwärter, b. d. Mühren 45, ✉ 8 bbox=[474, 492, 728, 505]
directory-entry: — F. L. H., Fischerstr. 27a, ✉ 4 bbox=[160, 208, 337, 222]
directory-entry: ⊙ Wilhelm Meinecke, IR, Ingenieur, BCto: Nordd. B., T.Adr: Horsepower, ☎ V, 2059, Elise Averdieckstr. 31, ✉ 25 bbox=[474, 721, 778, 762]
directory-entry: — Wwe., W., Koppel 94, ✉ 5 bbox=[160, 897, 320, 910]
directory-page bbox=[160, 110, 1410, 2010]
directory-entry: — H., Arbtr., Kirchenweg 9/11, ✉ 5 bbox=[474, 343, 675, 357]
directory-entry: — J., Henriettenstr. 42, ✉ 19 bbox=[1102, 883, 1265, 897]
directory-entry: — Wilh., Hülfsbahnwärter, Nagelsweg 47, Hths., ✉ 15 bbox=[160, 924, 452, 951]
column-divider bbox=[784, 168, 785, 1938]
directory-entry: — Meiners-Eggers, George, I/Fa Gebr. Meiners Eggers, Rothenbaumchaussee 3, ✉ 36 bbox=[474, 1329, 744, 1356]
directory-entry: — Hubert, Zimmerm., Lockstedterweg 100a, H. C, ✉ 20 bbox=[788, 1153, 1091, 1180]
directory-entry: — Edm., Tischler, Sonninstr. 102, ✉ 1 bbox=[160, 1113, 375, 1126]
directory-entry: — Wilh., Brauereiarbtr., Düppelstr. 19, ✉ 30 bbox=[788, 1248, 1041, 1261]
directory-entry: — Herm., Possmoorweg 17, ✉ 21 bbox=[474, 1153, 664, 1167]
directory-entry: ⊙ F. E. Meinhardt, IR, Baumwoll. en gros, BCto: Deutsche B. Fil. Hbg., ☎ I, 7208, Neuerwall 35, ✉ 36, Inh: Curt Krämer bbox=[788, 1113, 1092, 1153]
directory-entry: — Wwe. Louise, Rellingerstr. 55, ✉ 31 bbox=[1102, 978, 1321, 991]
directory-entry: — H., Kutscher, Robinsonstr. 13, ✉ 35 bbox=[160, 235, 377, 249]
directory-entry: — Ed., Tischler, Grützmachergang 48, ✉ 1 bbox=[1102, 654, 1345, 667]
directory-entry: — Hinr., Wolfgangsweg 9, ✉ 9 bbox=[160, 397, 333, 411]
directory-entry: — Heinr., Eisendreher, Osterstr. 105, H. 3, ✉ 19 bbox=[160, 316, 435, 330]
directory-entry: — C., Tischler, Brennerstr. 47, ✉ 5 bbox=[474, 1018, 671, 1032]
directory-entry: — C. B., Rector, Koppel 92, ✉ 5 bbox=[160, 1261, 339, 1275]
directory-entry: Meinert, Frau A., Hoheweide 6, ✉ 19 bbox=[788, 289, 1001, 303]
directory-entry: — A., Töpfer, Mansteinstr. 19, ✉ 30 bbox=[1102, 532, 1304, 546]
